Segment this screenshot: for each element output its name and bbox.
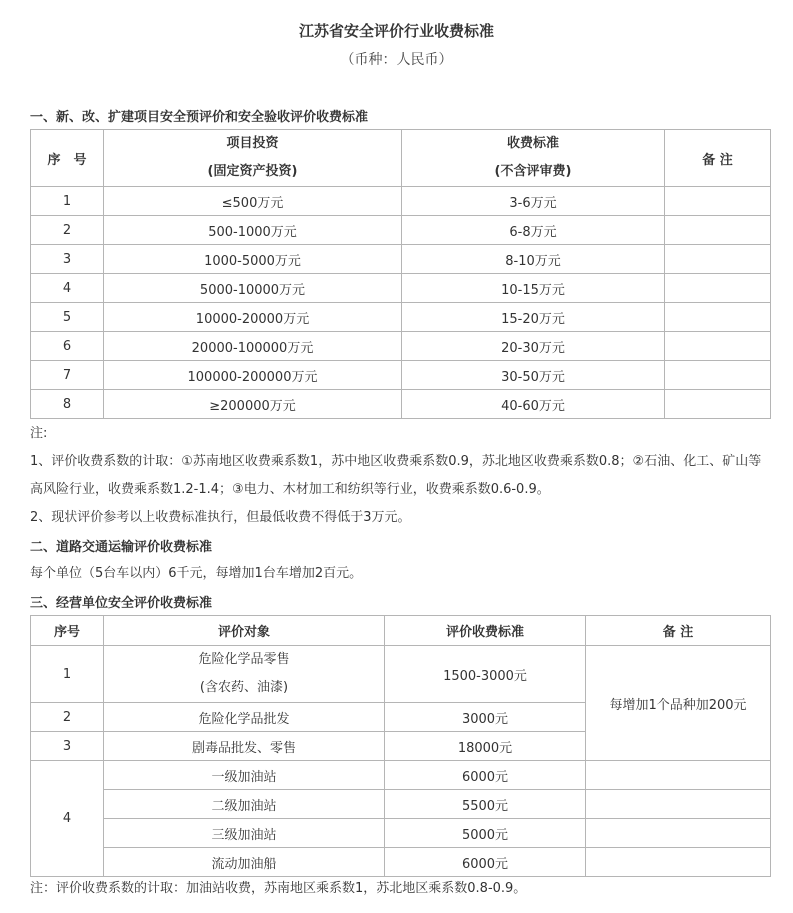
row-fee: 1500-3000元 [385,646,586,703]
business-fee-table [30,615,771,877]
row-fee: 5000元 [385,819,586,848]
row-seq: 5 [31,303,104,332]
page-title: 江苏省安全评价行业收费标准 [298,22,494,40]
row-fee: 40-60万元 [402,390,665,419]
header-seq: 序号 [31,616,104,646]
row-remark [665,332,771,361]
table-row [31,245,771,274]
row-object: 三级加油站 [104,819,385,848]
row-seq: 4 [31,761,104,877]
header-fee-line2: (不含评审费) [494,164,572,179]
row-investment: 1000-5000万元 [104,245,402,274]
note-coefficient: 1、评价收费系数的计取：①苏南地区收费乘系数1，苏中地区收费乘系数0.9，苏北地区收费乘系数0.8；②石油、化工、矿山等高风险行业，收费乘系数1.2-1.4；③电力、木材加工和纺织等行业，收费乘系数0.6-0.9。 [30,454,762,497]
row-remark [586,819,771,848]
row-fee: 20-30万元 [402,332,665,361]
row-seq: 1 [31,187,104,216]
row-object: 危险化学品批发 [104,703,385,732]
row-object: 流动加油船 [104,848,385,877]
row-object: 剧毒品批发、零售 [104,732,385,761]
table-row [31,361,771,390]
header-investment-line1: 项目投资 [226,136,279,151]
row-remark [665,187,771,216]
row-object: 二级加油站 [104,790,385,819]
header-investment-line2: (固定资产投资) [207,164,298,179]
section3-footnote: 注：评价收费系数的计取：加油站收费，苏南地区乘系数1，苏北地区乘系数0.8-0.9。 [30,881,527,896]
row-seq: 8 [31,390,104,419]
row-investment: 20000-100000万元 [104,332,402,361]
row-fee: 15-20万元 [402,303,665,332]
table-row [31,646,771,703]
row-fee: 6000元 [385,848,586,877]
table-row [31,303,771,332]
row-investment: 10000-20000万元 [104,303,402,332]
row-fee: 3000元 [385,703,586,732]
row-remark [586,761,771,790]
row-object: 一级加油站 [104,761,385,790]
section1-heading: 一、新、改、扩建项目安全预评价和安全验收评价收费标准 [30,110,369,125]
header-fee-line1: 收费标准 [506,136,559,151]
row-remark [665,216,771,245]
row-remark [665,303,771,332]
merged-remark: 每增加1个品种加200元 [586,646,771,761]
row-investment: 5000-10000万元 [104,274,402,303]
header-fee: 评价收费标准 [385,616,586,646]
row-seq: 4 [31,274,104,303]
table-header-row [31,616,771,646]
row-remark [665,245,771,274]
row-object-line2: (含农药、油漆) [199,680,289,695]
project-fee-table [30,129,771,419]
table-row [31,761,771,790]
row-seq: 3 [31,732,104,761]
row-fee: 18000元 [385,732,586,761]
row-investment: ≥200000万元 [104,390,402,419]
header-remark: 备 注 [586,616,771,646]
section3-heading: 三、经营单位安全评价收费标准 [30,596,213,611]
section2-heading: 二、道路交通运输评价收费标准 [30,540,213,555]
row-fee: 6-8万元 [402,216,665,245]
header-object: 评价对象 [104,616,385,646]
table-row [31,332,771,361]
row-fee: 8-10万元 [402,245,665,274]
header-fee [402,130,665,187]
road-transport-fee-text: 每个单位（5台车以内）6千元，每增加1台车增加2百元。 [30,566,363,581]
header-seq: 序 号 [31,130,104,187]
row-remark [586,848,771,877]
table-row [31,187,771,216]
row-seq: 2 [31,703,104,732]
row-fee: 6000元 [385,761,586,790]
row-fee: 3-6万元 [402,187,665,216]
row-investment: 500-1000万元 [104,216,402,245]
table-row [31,274,771,303]
row-object [104,646,385,703]
table-row [31,848,771,877]
table-row [31,390,771,419]
row-seq: 2 [31,216,104,245]
note-minimum-fee: 2、现状评价参考以上收费标准执行，但最低收费不得低于3万元。 [30,510,411,525]
table-row [31,216,771,245]
note-label: 注: [30,426,48,441]
row-seq: 6 [31,332,104,361]
header-investment [104,130,402,187]
row-remark [665,390,771,419]
row-fee: 30-50万元 [402,361,665,390]
row-fee: 5500元 [385,790,586,819]
row-seq: 1 [31,646,104,703]
table-row [31,790,771,819]
currency-subtitle: （币种：人民币） [340,52,453,68]
row-fee: 10-15万元 [402,274,665,303]
row-seq: 3 [31,245,104,274]
row-remark [665,361,771,390]
row-seq: 7 [31,361,104,390]
table-row [31,819,771,848]
row-object-line1: 危险化学品零售 [198,652,290,667]
row-investment: 100000-200000万元 [104,361,402,390]
row-remark [586,790,771,819]
header-remark: 备 注 [665,130,771,187]
row-remark [665,274,771,303]
row-investment: ≤500万元 [104,187,402,216]
table-header-row [31,130,771,187]
